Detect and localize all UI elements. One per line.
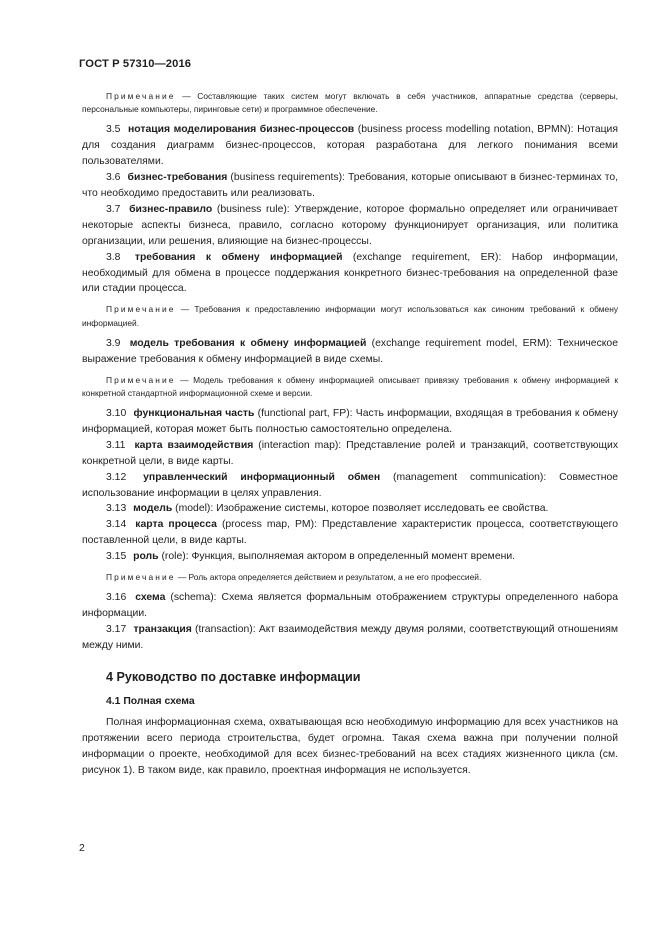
note-dash: — — [182, 91, 191, 101]
term-name: карта взаимодействия — [134, 439, 254, 451]
note-dash: — — [180, 374, 189, 385]
term-number: 3.8 — [106, 251, 121, 263]
term-name: бизнес-требования — [127, 172, 228, 184]
term-number: 3.9 — [106, 337, 121, 349]
note-label: Примечание — [106, 91, 176, 101]
note-dash: — — [177, 572, 187, 583]
term-definition: (business requirements): Требования, которые описывают в бизнес-терминах то, что необходимо предоставить или реализовать. — [82, 172, 619, 200]
term-number: 3.17 — [106, 624, 127, 636]
term-3-16 — [82, 590, 618, 622]
term-name: карта процесса — [135, 519, 217, 531]
term-3-11 — [82, 438, 618, 470]
term-number: 3.10 — [106, 408, 127, 419]
term-3-14 — [82, 517, 618, 549]
term-3-12 — [82, 470, 618, 502]
term-name: управленческий информационный обмен — [143, 471, 381, 483]
term-name: транзакция — [133, 624, 192, 636]
note-2 — [82, 303, 618, 329]
section-4-heading: 4 Руководство по доставке информации — [106, 669, 361, 684]
term-3-8 — [82, 250, 618, 298]
term-definition: (functional part, FP): Часть информации, входящая в требования к обмену информацией, которая может быть полностью самостоятельно определена. — [82, 408, 619, 435]
term-definition: (management communication): Совместное использование информации в целях управления. — [82, 471, 619, 499]
term-name: требования к обмену информацией — [134, 251, 343, 263]
note-4 — [82, 571, 618, 584]
note-label: Примечание — [106, 374, 176, 385]
term-number: 3.7 — [106, 203, 121, 215]
term-definition: (process map, PM): Представление характеристик процесса, соответствующего поставленной цели, в виде карты. — [82, 519, 618, 547]
term-3-10 — [82, 406, 618, 438]
term-name: модель — [133, 503, 173, 515]
note-dash: — — [180, 304, 190, 315]
note-3 — [82, 374, 618, 400]
subsection-4-1-heading: 4.1 Полная схема — [106, 695, 195, 707]
term-number: 3.12 — [106, 471, 127, 483]
term-3-13 — [82, 501, 618, 517]
term-3-7 — [82, 202, 618, 250]
term-definition: (exchange requirement model, ERM): Техническое выражение требования к обмену информацией в виде схемы. — [82, 337, 618, 365]
note-text: Модель требования к обмену информацией описывает привязку требования к обмену информацией к конкретной стандартной информационной схеме и версии. — [82, 374, 619, 398]
term-definition: (business process modelling notation, BPMN): Нотация для создания диаграмм бизнес-процессов, которая разработана для легкого понимания всеми пользователями. — [82, 124, 618, 168]
note-1 — [82, 90, 618, 116]
term-3-17 — [82, 622, 618, 654]
note-text: Роль актора определяется действием и результатом, а не его профессией. — [188, 572, 482, 583]
section-4-1-paragraph: Полная информационная схема, охватывающая всю необходимую информацию для всех участников на протяжении всего периода строительства, будет огромна. Такая схема важна при получении полной информации о проекте, необходимой для всех бизнес-требований на всех стадиях жизненного цикла (см. рисунок 1). В таком виде, как правило, проектная информация не используется. — [82, 716, 618, 776]
term-definition: (role): Функция, выполняемая актором в определенный момент времени. — [161, 551, 516, 563]
term-definition: (interaction map): Представление ролей и транзакций, соответствующих конкретной цели, в виде карты. — [82, 439, 619, 467]
term-definition: (model): Изображение системы, которое позволяет исследовать ее свойства. — [175, 503, 549, 515]
term-3-15 — [82, 549, 618, 565]
term-number: 3.13 — [106, 503, 127, 515]
term-definition: (transaction): Акт взаимодействия между двумя ролями, соответствующий отношениям между ними. — [82, 624, 618, 651]
term-number: 3.11 — [106, 439, 126, 451]
term-definition: (business rule): Утверждение, которое формально определяет или ограничивает некоторые аспекты бизнеса, правило, согласно которому функционирует организация, или политика организации, или решения, влияющие на бизнес-процессы. — [82, 203, 618, 247]
term-number: 3.15 — [106, 551, 127, 563]
standard-header: ГОСТ Р 57310—2016 — [79, 58, 192, 70]
term-name: модель требования к обмену информацией — [129, 337, 367, 349]
term-number: 3.5 — [106, 124, 121, 136]
term-3-6 — [82, 170, 618, 202]
term-name: функциональная часть — [133, 408, 255, 419]
term-number: 3.14 — [106, 519, 127, 531]
term-3-5 — [82, 122, 618, 170]
term-name: бизнес-правило — [129, 203, 213, 215]
note-text: Требования к предоставлению информации могут использоваться как синоним требований к обмену информацией. — [82, 304, 619, 328]
note-label: Примечание — [106, 572, 176, 583]
term-number: 3.6 — [106, 172, 121, 184]
term-name: нотация моделирования бизнес-процессов — [128, 124, 355, 136]
page-number: 2 — [79, 843, 85, 854]
term-definition: (exchange requirement, ER): Набор информации, необходимый для обмена в процессе поддержания конкретного бизнес-требования на определенной фазе или стадии процесса. — [82, 251, 619, 295]
term-number: 3.16 — [106, 592, 127, 604]
document-body — [82, 90, 618, 779]
term-name: схема — [135, 592, 166, 604]
term-3-9 — [82, 336, 618, 368]
note-label: Примечание — [106, 304, 176, 315]
term-definition: (schema): Схема является формальным отображением структуры определенного набора информации. — [82, 592, 618, 620]
note-text: Составляющие таких систем могут включать в себя участников, аппаратные средства (серверы, персональные компьютеры, пиринговые сети) и программное обеспечение. — [82, 91, 619, 115]
term-name: роль — [133, 551, 159, 563]
